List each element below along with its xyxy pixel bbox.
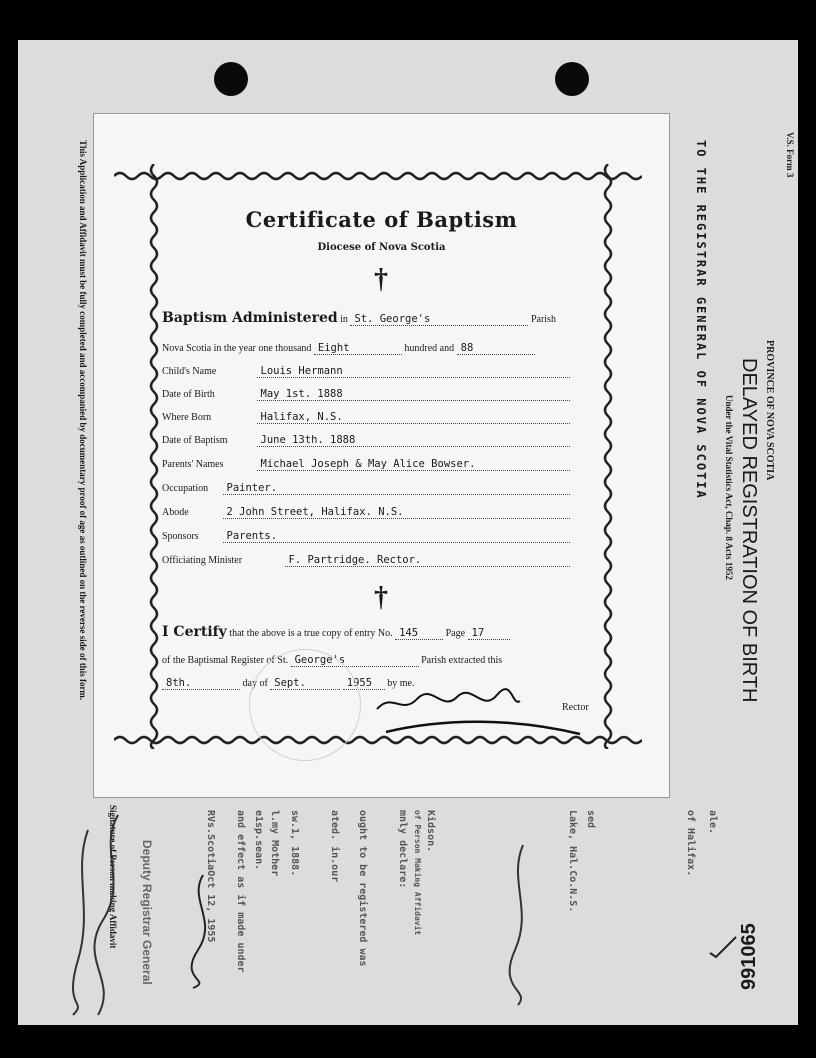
register-church-field: George's bbox=[291, 654, 419, 667]
page-number-field: 17 bbox=[468, 627, 510, 640]
form-fragment: of Person Making Affidavit bbox=[413, 810, 422, 936]
day-of-label: day of bbox=[242, 678, 268, 689]
wavy-border-top bbox=[114, 170, 642, 182]
embossed-seal bbox=[249, 649, 361, 761]
form-heading: DELAYED REGISTRATION OF BIRTH bbox=[738, 358, 760, 703]
certify-text: that the above is a true copy of entry No. bbox=[229, 628, 393, 639]
field-value: Michael Joseph & May Alice Bowser. bbox=[257, 458, 570, 471]
month-field: Sept. bbox=[270, 677, 340, 690]
field-label: Officiating Minister bbox=[162, 555, 243, 566]
punch-hole-left bbox=[214, 62, 248, 96]
registrar-line: TO THE REGISTRAR GENERAL OF NOVA SCOTIA bbox=[694, 140, 708, 500]
diocese-name: Diocese of Nova Scotia bbox=[317, 242, 446, 253]
hundred-and-label: hundred and bbox=[404, 343, 455, 354]
field-label: Where Born bbox=[162, 412, 212, 423]
form-fragment: mnly declare: bbox=[397, 810, 408, 889]
form-fragment: sed bbox=[585, 810, 596, 829]
field-label: Parents' Names bbox=[162, 459, 224, 470]
field-label: Abode bbox=[162, 507, 189, 518]
field-row bbox=[162, 388, 570, 401]
field-label: Child's Name bbox=[162, 366, 217, 377]
by-me-label: by me. bbox=[387, 678, 415, 689]
form-code: V.S. Form 3 bbox=[785, 132, 795, 178]
certify-row bbox=[162, 624, 510, 640]
baptism-administered-row bbox=[162, 310, 556, 326]
form-fragment: RVs.ScotiaOct 12, 1955 bbox=[205, 810, 216, 943]
field-value: Halifax, N.S. bbox=[257, 411, 570, 424]
field-row bbox=[162, 458, 570, 471]
parish-extracted-label: Parish extracted this bbox=[421, 655, 503, 666]
deputy-registrar-stamp: Deputy Registrar General bbox=[140, 840, 154, 985]
field-label: Sponsors bbox=[162, 531, 199, 542]
year-hundreds-field: Eight bbox=[314, 342, 402, 355]
check-mark-icon bbox=[708, 935, 738, 960]
field-row bbox=[162, 530, 570, 543]
field-row bbox=[162, 482, 570, 495]
form-fragment: Lake, Hal.Co.N.S. bbox=[567, 810, 578, 913]
field-label: Date of Baptism bbox=[162, 435, 228, 446]
province-heading: PROVINCE OF NOVA SCOTIA bbox=[764, 340, 775, 481]
field-value: 2 John Street, Halifax. N.S. bbox=[223, 506, 570, 519]
field-row bbox=[162, 506, 570, 519]
field-row bbox=[162, 411, 570, 424]
form-fragment: l.my Mother bbox=[269, 810, 280, 877]
form-fragment: sw.1, 1888. bbox=[289, 810, 300, 877]
cross-icon: † bbox=[374, 582, 388, 613]
form-fragment: ale. bbox=[707, 810, 718, 835]
field-value: F. Partridge. Rector. bbox=[285, 554, 570, 567]
field-label: Occupation bbox=[162, 483, 209, 494]
serial-number: 991065 bbox=[738, 923, 760, 990]
field-row bbox=[162, 434, 570, 447]
signature-caption: Signature of Person making Affidavit bbox=[108, 805, 118, 949]
field-value: June 13th. 1888 bbox=[257, 434, 570, 447]
certificate-title: Certificate of Baptism bbox=[245, 207, 518, 232]
register-text: of the Baptismal Register of St. bbox=[162, 655, 289, 666]
field-label: Date of Birth bbox=[162, 389, 215, 400]
field-row bbox=[162, 554, 570, 567]
parish-label: Parish bbox=[530, 314, 556, 325]
certify-label: I Certify bbox=[162, 624, 227, 640]
form-fragment: of Halifax. bbox=[685, 810, 696, 877]
form-fragment: ought to be registered was bbox=[357, 810, 368, 967]
church-field: St. George's bbox=[350, 313, 528, 326]
field-value: Parents. bbox=[223, 530, 570, 543]
entry-number-field: 145 bbox=[395, 627, 443, 640]
rector-label: Rector bbox=[562, 702, 589, 713]
form-fragment: e1sp.sean. bbox=[253, 810, 264, 871]
rector-signature bbox=[372, 687, 522, 717]
form-fragment: ated. in.our bbox=[329, 810, 340, 883]
baptism-certificate bbox=[93, 113, 670, 798]
year-field: 1955 bbox=[343, 677, 385, 690]
form-fragment: Kidson. bbox=[425, 810, 436, 853]
affidavit-note: This Application and Affidavit must be fully completed and accompanied by documentary proof of age as outlined on the reverse side of this form. bbox=[78, 140, 88, 701]
field-value: May 1st. 1888 bbox=[257, 388, 570, 401]
signature-flourish bbox=[384, 714, 584, 738]
field-row bbox=[162, 365, 570, 378]
registrar-initials bbox=[178, 870, 228, 990]
form-fragment: and effect as if made under bbox=[235, 810, 246, 973]
punch-hole-right bbox=[555, 62, 589, 96]
field-value: Painter. bbox=[223, 482, 570, 495]
year-prefix: Nova Scotia in the year one thousand bbox=[162, 343, 312, 354]
baptism-administered-label: Baptism Administered bbox=[162, 310, 338, 326]
cross-icon: † bbox=[374, 264, 388, 295]
in-label: in bbox=[340, 314, 348, 325]
day-field: 8th. bbox=[162, 677, 240, 690]
year-row bbox=[162, 342, 535, 355]
handwritten-date bbox=[503, 840, 543, 1010]
year-units-field: 88 bbox=[457, 342, 535, 355]
field-value: Louis Hermann bbox=[257, 365, 570, 378]
handwritten-signature bbox=[58, 810, 138, 1020]
page-label: Page bbox=[445, 628, 466, 639]
form-subheading: Under the Vital Statistics Act, Chap. 8 Acts 1952 bbox=[724, 395, 734, 580]
